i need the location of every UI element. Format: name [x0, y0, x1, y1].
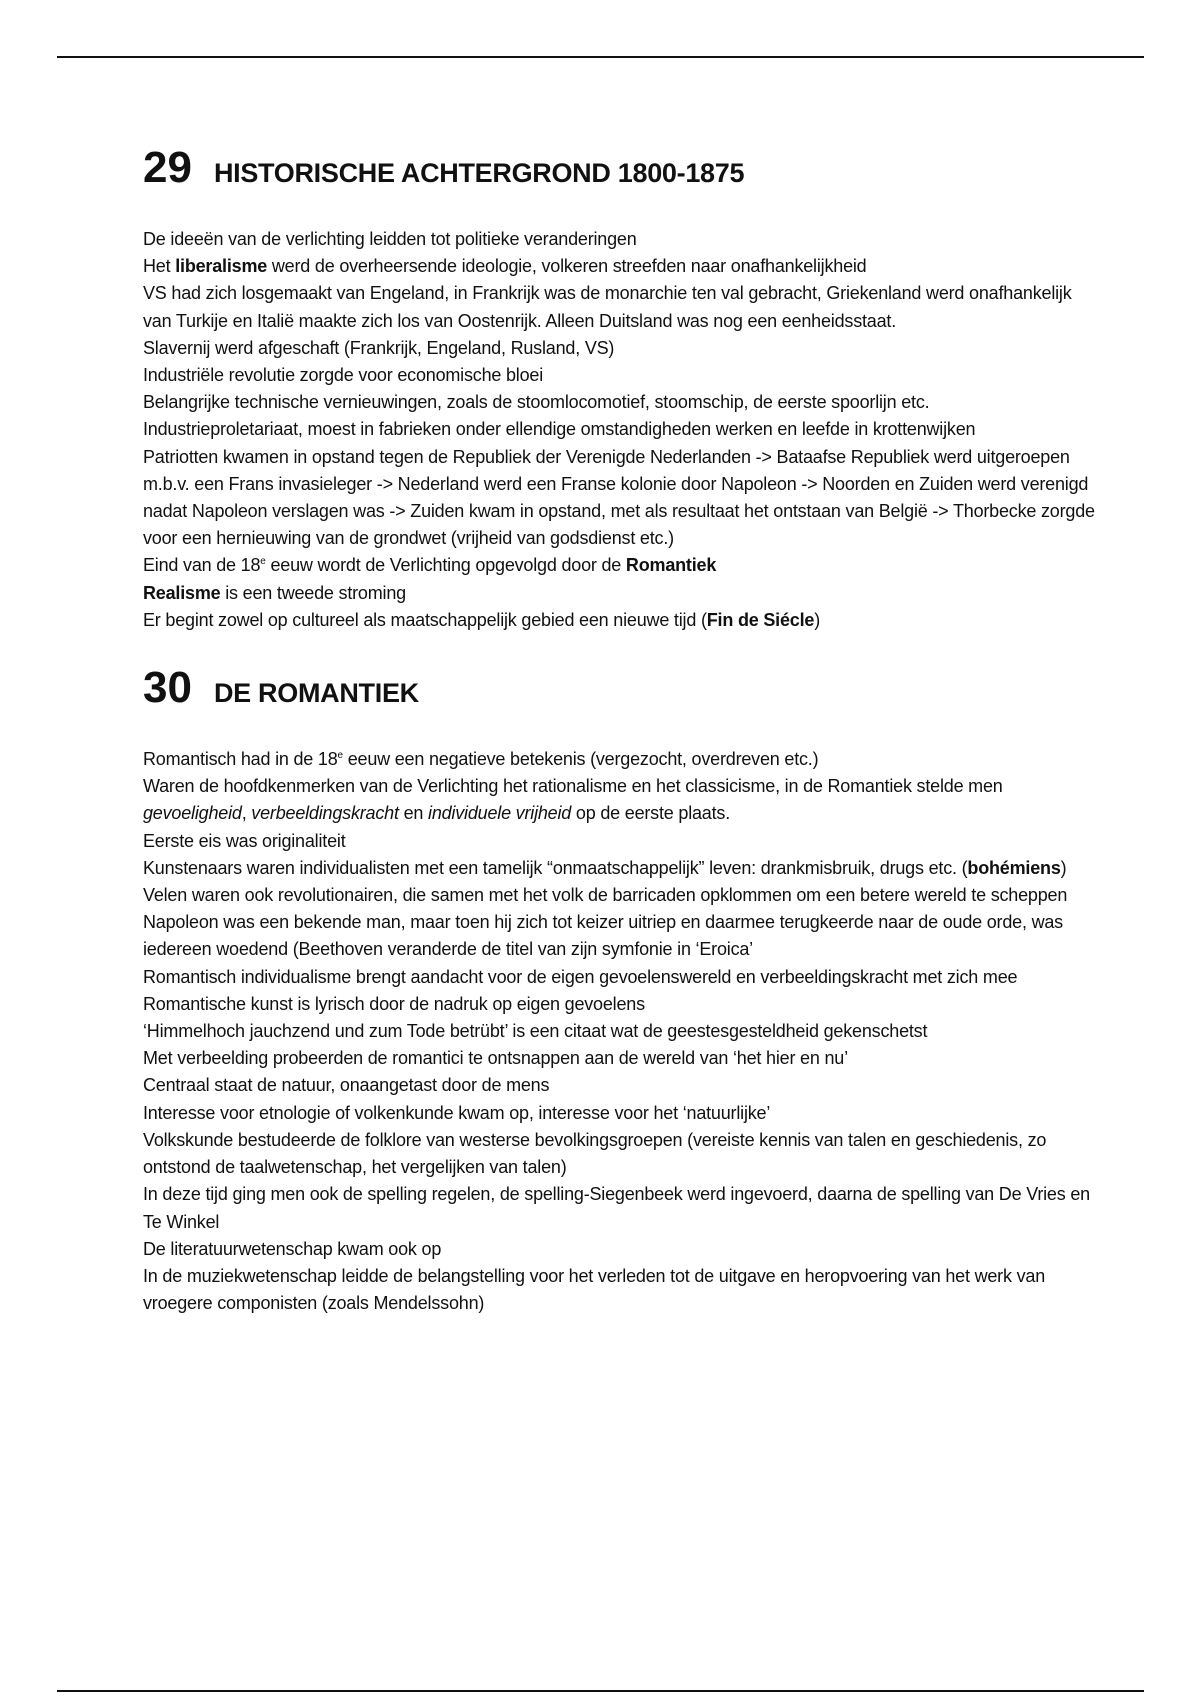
text-run: Romantisch had in de 18 — [143, 749, 338, 770]
text-run: op de eerste plaats. — [571, 803, 731, 824]
paragraph: Romantische kunst is lyrisch door de nadruk op eigen gevoelens — [143, 993, 645, 1014]
text-run: en — [398, 803, 429, 824]
section-30-body — [143, 746, 1103, 1317]
italic-term: verbeeldingskracht — [251, 803, 399, 824]
bold-term: Fin de Siécle — [706, 609, 815, 630]
paragraph: Patriotten kwamen in opstand tegen de Republiek der Verenigde Nederlanden -> Bataafse Republiek werd uitgeroepen m.b.v. een Frans invasieleger -> Nederland werd een Franse kolonie door Napoleon -> Noorden en Zuiden werd verenigd nadat Napoleon verslagen was -> Zuiden kwam in opstand, met als resultaat het ontstaan van België -> Thorbecke zorgde voor een hernieuwing van de grondwet (vrijheid van godsdienst etc.) — [143, 446, 1095, 549]
bold-term: Realisme — [143, 582, 221, 603]
paragraph: Centraal staat de natuur, onaangetast door de mens — [143, 1075, 550, 1096]
paragraph: Eerste eis was originaliteit — [143, 830, 346, 851]
paragraph — [143, 552, 1103, 579]
paragraph: Velen waren ook revolutionairen, die samen met het volk de barricaden opklommen om een betere wereld te scheppen — [143, 885, 1068, 906]
text-run: is een tweede stroming — [220, 582, 406, 603]
paragraph: Volkskunde bestudeerde de folklore van westerse bevolkingsgroepen (vereiste kennis van talen en geschiedenis, zo ontstond de taalwetenschap, het vergelijken van talen) — [143, 1129, 1047, 1178]
bottom-rule — [57, 1690, 1144, 1692]
text-run: Kunstenaars waren individualisten met een tamelijk “onmaatschappelijk” leven: drankmisbruik, drugs etc. ( — [143, 857, 968, 878]
superscript: e — [260, 556, 266, 568]
section-29-heading — [143, 143, 1103, 192]
section-title: HISTORISCHE ACHTERGROND 1800-1875 — [213, 158, 745, 188]
section-29-body — [143, 226, 1103, 634]
paragraph: Belangrijke technische vernieuwingen, zoals de stoomlocomotief, stoomschip, de eerste spoorlijn etc. — [143, 392, 930, 413]
paragraph — [143, 855, 1103, 882]
paragraph — [143, 773, 1103, 827]
paragraph: Napoleon was een bekende man, maar toen hij zich tot keizer uitriep en daarmee terugkeerde naar de oude orde, was iedereen woedend (Beethoven veranderde de titel van zijn symfonie in ‘Eroica’ — [143, 912, 1063, 960]
text-run: Eind van de 18 — [143, 555, 261, 576]
paragraph: De ideeën van de verlichting leidden tot politieke veranderingen — [143, 229, 637, 249]
text-run: eeuw wordt de Verlichting opgevolgd door de — [265, 555, 626, 576]
paragraph: De literatuurwetenschap kwam ook op — [143, 1238, 442, 1259]
paragraph: In de muziekwetenschap leidde de belangstelling voor het verleden tot de uitgave en heropvoering van het werk van vroegere componisten (zoals Mendelssohn) — [143, 1265, 1046, 1314]
text-run: eeuw een negatieve betekenis (vergezocht, overdreven etc.) — [342, 749, 819, 770]
paragraph: Interesse voor etnologie of volkenkunde kwam op, interesse voor het ‘natuurlijke’ — [143, 1102, 771, 1123]
paragraph — [143, 253, 1103, 280]
text-run: Waren de hoofdkenmerken van de Verlichting het rationalisme en het classicisme, in de Romantiek stelde men — [143, 776, 1003, 797]
text-run: ) — [1060, 857, 1067, 878]
bold-term: Romantiek — [625, 555, 717, 576]
section-title: DE ROMANTIEK — [213, 678, 419, 709]
paragraph: Slavernij werd afgeschaft (Frankrijk, Engeland, Rusland, VS) — [143, 337, 615, 358]
section-number: 29 — [143, 143, 192, 192]
paragraph: Romantisch individualisme brengt aandacht voor de eigen gevoelenswereld en verbeeldingskracht met zich mee — [143, 966, 1018, 987]
text-run: ) — [814, 609, 820, 630]
text-run: Er begint zowel op cultureel als maatschappelijk gebied een nieuwe tijd ( — [143, 609, 707, 630]
paragraph — [143, 607, 1103, 634]
paragraph — [143, 746, 1103, 773]
paragraph — [143, 580, 1103, 607]
paragraph: In deze tijd ging men ook de spelling regelen, de spelling-Siegenbeek werd ingevoerd, daarna de spelling van De Vries en Te Winkel — [143, 1184, 1090, 1232]
top-rule — [57, 56, 1144, 58]
paragraph: ‘Himmelhoch jauchzend und zum Tode betrübt’ is een citaat wat de geestesgesteldheid gekenschetst — [143, 1021, 928, 1042]
bold-term: liberalisme — [175, 256, 268, 277]
text-run: werd de overheersende ideologie, volkeren streefden naar onafhankelijkheid — [267, 256, 867, 277]
paragraph: Industrieproletariaat, moest in fabrieken onder ellendige omstandigheden werken en leefde in krottenwijken — [143, 419, 976, 440]
italic-term: gevoeligheid — [143, 803, 242, 824]
bold-term: bohémiens — [967, 857, 1061, 878]
superscript: e — [337, 750, 343, 762]
italic-term: individuele vrijheid — [428, 803, 572, 824]
section-number: 30 — [143, 663, 192, 713]
text-run: , — [241, 803, 252, 824]
paragraph: VS had zich losgemaakt van Engeland, in Frankrijk was de monarchie ten val gebracht, Griekenland werd onafhankelijk van Turkije en Italië maakte zich los van Oostenrijk. Alleen Duitsland was nog een eenheidsstaat. — [143, 283, 1072, 331]
paragraph: Met verbeelding probeerden de romantici te ontsnappen aan de wereld van ‘het hier en nu’ — [143, 1048, 848, 1069]
section-30-heading — [143, 663, 1103, 713]
document-page — [143, 143, 1103, 1317]
text-run: Het — [143, 256, 176, 277]
paragraph: Industriële revolutie zorgde voor economische bloei — [143, 365, 544, 386]
